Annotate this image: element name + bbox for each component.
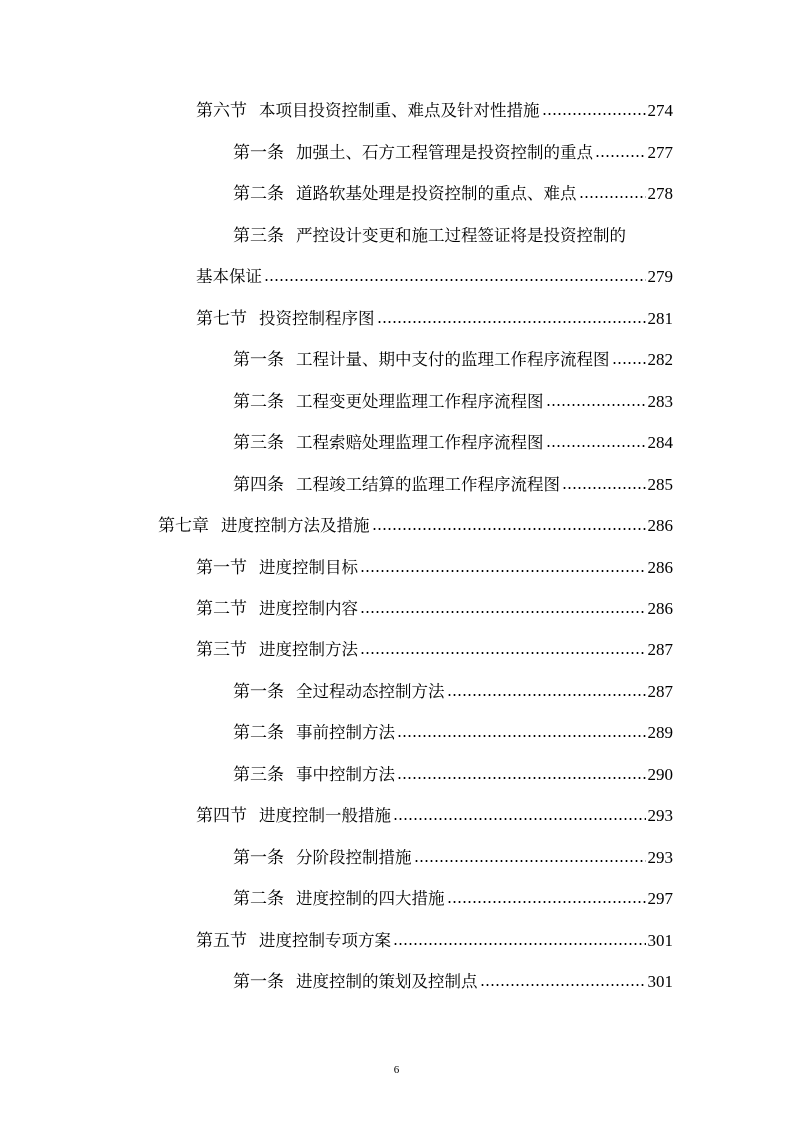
toc-label: 第二节: [196, 599, 247, 619]
dot-leader: [546, 402, 646, 408]
toc-title: 事前控制方法: [296, 723, 395, 742]
toc-label: 第七节: [196, 309, 247, 329]
toc-entry[interactable]: [196, 590, 673, 620]
toc-entry[interactable]: [233, 134, 673, 164]
dot-leader: [372, 526, 646, 532]
toc-label: 第七章: [158, 516, 209, 536]
toc-entry[interactable]: [233, 756, 673, 786]
toc-title: 基本保证: [196, 267, 262, 286]
dot-leader: [562, 485, 646, 491]
toc-page-number: 297: [647, 889, 673, 908]
toc-entry[interactable]: [196, 922, 673, 952]
toc-label: 第五节: [196, 931, 247, 951]
toc-entry[interactable]: [233, 963, 673, 993]
dot-leader: [579, 194, 646, 200]
toc-entry[interactable]: [196, 631, 673, 661]
toc-page-number: 290: [647, 765, 673, 784]
toc-entry[interactable]: [233, 839, 673, 869]
dot-leader: [414, 858, 646, 864]
toc-page-number: 284: [647, 433, 673, 452]
toc-page-number: 285: [647, 475, 673, 494]
toc-page-number: 286: [647, 516, 673, 535]
toc-entry[interactable]: [233, 383, 673, 413]
toc-entry[interactable]: [196, 92, 673, 122]
dot-leader: [397, 775, 646, 781]
toc-label: 第一节: [196, 558, 247, 578]
toc-page-number: 286: [647, 599, 673, 618]
toc-page-number: 274: [647, 101, 673, 120]
toc-entry-continuation[interactable]: [196, 258, 673, 288]
toc-title: 进度控制一般措施: [259, 806, 391, 825]
toc-title: 全过程动态控制方法: [296, 682, 445, 701]
toc-label: 第三条: [233, 226, 284, 246]
dot-leader: [480, 982, 646, 988]
toc-title: 进度控制方法: [259, 640, 358, 659]
toc-label: 第三节: [196, 640, 247, 660]
toc-page-number: 301: [647, 972, 673, 991]
toc-title: 本项目投资控制重、难点及针对性措施: [259, 101, 540, 120]
toc-label: 第三条: [233, 433, 284, 453]
toc-entry[interactable]: [233, 341, 673, 371]
toc-label: 第一条: [233, 972, 284, 992]
toc-title: 进度控制目标: [259, 558, 358, 577]
toc-label: 第六节: [196, 101, 247, 121]
toc-title: 进度控制专项方案: [259, 931, 391, 950]
toc-label: 第一条: [233, 848, 284, 868]
toc-label: 第四节: [196, 806, 247, 826]
toc-title: 工程竣工结算的监理工作程序流程图: [296, 475, 560, 494]
toc-title: 进度控制内容: [259, 599, 358, 618]
dot-leader: [360, 568, 646, 574]
dot-leader: [447, 692, 646, 698]
toc-title: 分阶段控制措施: [296, 848, 412, 867]
toc-label: 第三条: [233, 765, 284, 785]
toc-title: 事中控制方法: [296, 765, 395, 784]
toc-label: 第二条: [233, 184, 284, 204]
toc-entry[interactable]: [233, 175, 673, 205]
toc-entry[interactable]: [196, 797, 673, 827]
toc-label: 第一条: [233, 143, 284, 163]
dot-leader: [393, 941, 646, 947]
toc-page-number: 293: [647, 848, 673, 867]
dot-leader: [595, 153, 646, 159]
dot-leader: [612, 360, 646, 366]
toc-label: 第一条: [233, 682, 284, 702]
toc-label: 第一条: [233, 350, 284, 370]
dot-leader: [360, 650, 646, 656]
toc-page-number: 286: [647, 558, 673, 577]
dot-leader: [377, 319, 646, 325]
toc-entry[interactable]: [233, 424, 673, 454]
dot-leader: [546, 443, 646, 449]
toc-page-number: 289: [647, 723, 673, 742]
toc-title: 道路软基处理是投资控制的重点、难点: [296, 184, 577, 203]
dot-leader: [264, 277, 646, 283]
toc-title: 进度控制的策划及控制点: [296, 972, 478, 991]
toc-label: 第二条: [233, 723, 284, 743]
toc-page-number: 287: [647, 640, 673, 659]
toc-page-number: 283: [647, 392, 673, 411]
toc-title: 进度控制方法及措施: [221, 516, 370, 535]
toc-page-number: 279: [647, 267, 673, 286]
dot-leader: [447, 899, 646, 905]
toc-title: 进度控制的四大措施: [296, 889, 445, 908]
toc-entry[interactable]: [233, 466, 673, 496]
page-number-footer: 6: [393, 1064, 400, 1076]
toc-label: 第二条: [233, 392, 284, 412]
toc-entry[interactable]: [233, 673, 673, 703]
toc-entry[interactable]: [233, 714, 673, 744]
toc-title: 工程计量、期中支付的监理工作程序流程图: [296, 350, 610, 369]
toc-page-number: 277: [647, 143, 673, 162]
toc-entry[interactable]: [196, 549, 673, 579]
toc-entry[interactable]: [196, 300, 673, 330]
toc-title: 加强土、石方工程管理是投资控制的重点: [296, 143, 593, 162]
toc-page-number: 282: [647, 350, 673, 369]
dot-leader: [397, 733, 646, 739]
toc-page-number: 293: [647, 806, 673, 825]
dot-leader: [360, 609, 646, 615]
toc-label: 第二条: [233, 889, 284, 909]
toc-entry[interactable]: [233, 880, 673, 910]
toc-page-number: 301: [647, 931, 673, 950]
toc-page-number: 281: [647, 309, 673, 328]
toc-title: 工程索赔处理监理工作程序流程图: [296, 433, 544, 452]
toc-entry[interactable]: [233, 217, 673, 247]
toc-title: 工程变更处理监理工作程序流程图: [296, 392, 544, 411]
toc-page-number: 278: [647, 184, 673, 203]
toc-title: 严控设计变更和施工过程签证将是投资控制的: [296, 226, 626, 245]
dot-leader: [542, 111, 646, 117]
dot-leader: [393, 816, 646, 822]
toc-title: 投资控制程序图: [259, 309, 375, 328]
toc-label: 第四条: [233, 475, 284, 495]
toc-page-number: 287: [647, 682, 673, 701]
toc-entry[interactable]: [158, 507, 673, 537]
